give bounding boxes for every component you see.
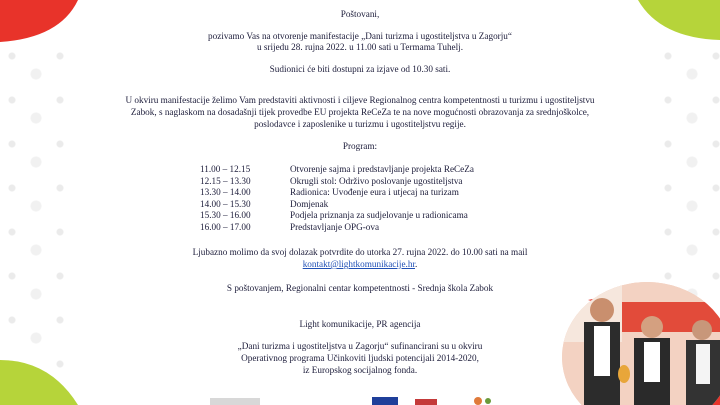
program-time: 12.15 – 13.30 xyxy=(200,175,251,186)
program-row xyxy=(200,164,560,176)
program-time: 15.30 – 16.00 xyxy=(200,210,251,221)
decorative-pattern-left xyxy=(0,0,64,405)
program-row xyxy=(200,176,560,188)
program-time: 13.30 – 14.00 xyxy=(200,187,251,198)
funding-line-2: Operativnog programa Učinkoviti ljudski potencijali 2014-2020, xyxy=(241,353,479,363)
regards: S poštovanjem, Regionalni centar kompetentnosti - Srednja škola Zabok xyxy=(226,283,494,293)
program-activity: Radionica: Uvođenje eura i utjecaj na turizam xyxy=(290,187,459,198)
program-row xyxy=(200,187,560,199)
agency-name: Light komunikacije, PR agencija xyxy=(299,319,421,329)
program-row xyxy=(200,210,560,222)
greeting: Poštovani, xyxy=(340,9,380,19)
about-line-2: Zabok, s naglaskom na dosadašnji tijek provedbe EU projekta ReCeZa te na nove mogućnosti obrazovanja za srednjoškolce, xyxy=(130,107,590,117)
partner-logo-2 xyxy=(415,396,445,405)
invite-line-1: pozivamo Vas na otvorenje manifestacije „Dani turizma i ugostiteljstva u Zagorju“ xyxy=(208,31,512,41)
eu-flag-logo xyxy=(372,396,402,405)
program-heading: Program: xyxy=(342,141,378,151)
program-time: 14.00 – 15.30 xyxy=(200,198,251,209)
rsvp-period: . xyxy=(415,259,418,269)
program-table xyxy=(200,164,560,234)
program-activity: Okrugli stol: Održivo poslovanje ugostiteljstva xyxy=(290,175,463,186)
invite-line-2: u srijedu 28. rujna 2022. u 11.00 sati u Termama Tuhelj. xyxy=(256,42,464,52)
rsvp-email-line xyxy=(70,258,650,270)
program-time: 11.00 – 12.15 xyxy=(200,164,251,174)
program-row xyxy=(200,222,560,234)
partner-logo-3 xyxy=(470,396,500,405)
program-row xyxy=(200,199,560,211)
about-line-3: poslodavce i zaposlenike u turizmu i ugostiteljstvu regije. xyxy=(254,119,466,129)
program-activity: Predstavljanje OPG-ova xyxy=(290,221,380,232)
rsvp-line: Ljubazno molimo da svoj dolazak potvrdite do utorka 27. rujna 2022. do 10.00 sati na mail xyxy=(192,247,528,257)
funding-line-1: „Dani turizma i ugostiteljstva u Zagorju“ sufinancirani su u okviru xyxy=(237,341,483,351)
program-activity: Domjenak xyxy=(290,198,329,209)
program-activity: Podjela priznanja za sudjelovanje u radionicama xyxy=(290,210,468,221)
funding-line-3: iz Europskog socijalnog fonda. xyxy=(302,365,418,375)
partner-logo-1 xyxy=(210,396,270,405)
press-note: Sudionici će biti dostupni za izjave od 10.30 sati. xyxy=(269,64,451,74)
program-activity: Otvorenje sajma i predstavljanje projekta ReCeZa xyxy=(290,164,474,174)
program-time: 16.00 – 17.00 xyxy=(200,221,251,232)
rsvp-email-link[interactable]: kontakt@lightkomunikacije.hr xyxy=(302,259,416,269)
about-line-1: U okviru manifestacije želimo Vam predstaviti aktivnosti i ciljeve Regionalnog centra kompetentnosti u turizmu i ugostiteljstvu xyxy=(125,95,595,105)
